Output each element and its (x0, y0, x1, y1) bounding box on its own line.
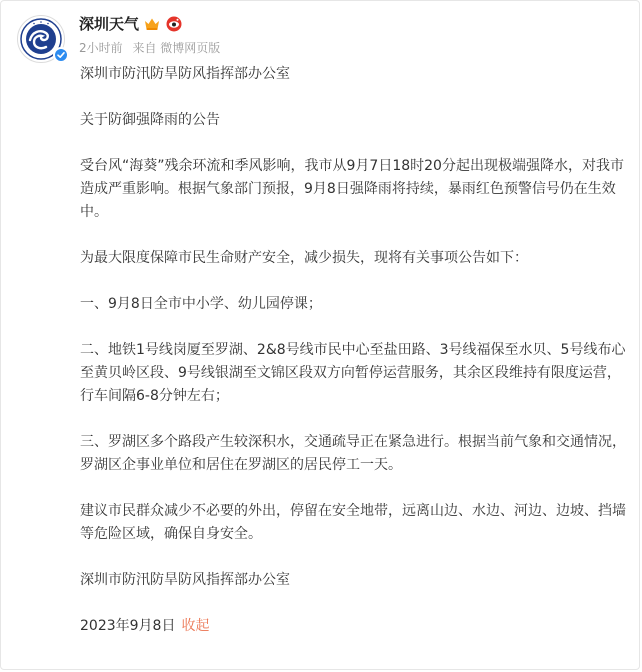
post-body (80, 63, 630, 638)
post-meta (79, 39, 226, 56)
notice-title: 关于防御强降雨的公告 (80, 112, 220, 128)
org-name-bottom: 深圳市防汛防旱防风指挥部办公室 (80, 572, 290, 588)
verified-badge-icon (53, 47, 69, 63)
notice-date: 2023年9月8日 (80, 618, 176, 634)
paragraph-advice: 建议市民群众减少不必要的外出，停留在安全地带，远离山边、水边、河边、边坡、挡墙等危险区域，确保自身安全。 (80, 503, 626, 542)
account-name-row (79, 13, 182, 34)
collapse-link[interactable]: 收起 (181, 618, 210, 634)
paragraph-item-1: 一、9月8日全市中小学、幼儿园停课； (80, 296, 322, 312)
paragraph-intro: 为最大限度保障市民生命财产安全，减少损失，现将有关事项公告如下： (80, 250, 528, 266)
super-topic-eye-icon[interactable] (166, 16, 182, 32)
date-line (80, 615, 630, 638)
post-source: 来自 微博网页版 (132, 41, 221, 55)
paragraph-item-2: 二、地铁1号线岗厦至罗湖、2&8号线市民中心至盐田路、3号线福保至水贝、5号线布心至黄贝岭区段、9号线银湖至文锦区段双方向暂停运营服务，其余区段维持有限度运营，行车间隔6-8分钟左右； (80, 342, 626, 404)
post-time[interactable]: 2小时前 (79, 41, 123, 55)
account-name[interactable]: 深圳天气 (79, 15, 140, 33)
paragraph-situation: 受台风“海葵”残余环流和季风影响，我市从9月7日18时20分起出现极端强降水，对我市造成严重影响。根据气象部门预报，9月8日强降雨将持续，暴雨红色预警信号仍在生效中。 (80, 158, 624, 220)
vip-crown-icon[interactable] (144, 17, 160, 31)
paragraph-item-3: 三、罗湖区多个路段产生较深积水，交通疏导正在紧急进行。根据当前气象和交通情况，罗湖区企事业单位和居住在罗湖区的居民停工一天。 (80, 434, 626, 473)
org-name-top: 深圳市防汛防旱防风指挥部办公室 (80, 66, 290, 82)
